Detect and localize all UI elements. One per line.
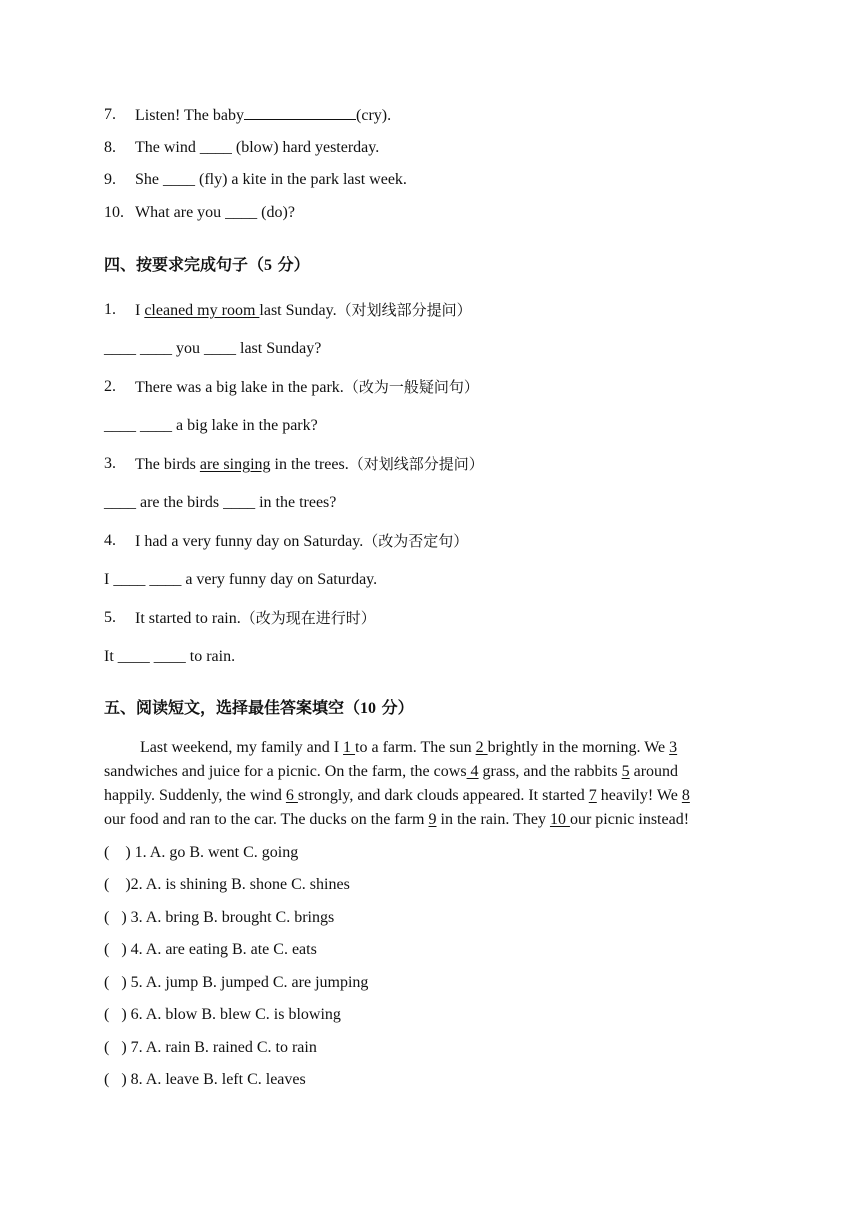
passage-line: Last weekend, my family and I 1 to a farm. The sun 2 brightly in the morning. We 3 [140,739,678,756]
choice-option-4[interactable]: ( ) 4. A. are eating B. ate C. eats [104,941,317,958]
item-number: 1. [104,301,116,318]
instruction: （改为现在进行时） [240,609,376,627]
item-text: (cry). [356,107,392,124]
item-number: 10. [104,204,124,221]
answer-line-1[interactable]: ____ ____ you ____ last Sunday? [104,340,322,357]
item-number: 2. [104,378,116,395]
choice-option-6[interactable]: ( ) 6. A. blow B. blew C. is blowing [104,1006,341,1023]
blank-marker: 10 [549,811,570,828]
item-text: The wind ____ (blow) hard yesterday. [135,139,380,156]
answer-line-5[interactable]: It ____ ____ to rain. [104,648,236,665]
choice-option-3[interactable]: ( ) 3. A. bring B. brought C. brings [104,909,335,926]
instruction: （改为否定句） [363,532,469,550]
answer-blank[interactable] [244,105,356,120]
item-text: She ____ (fly) a kite in the park last week. [135,171,407,188]
section-5-heading: 五、阅读短文，选择最佳答案填空（10 分） [104,698,414,717]
blank-marker: 3 [669,739,678,756]
blank-marker: 5 [621,763,630,780]
passage-line: our food and ran to the car. The ducks on the farm 9 in the rain. They 10 our picnic instead! [104,811,690,828]
item-number: 8. [104,139,116,156]
choice-option-8[interactable]: ( ) 8. A. leave B. left C. leaves [104,1071,306,1088]
instruction: （对划线部分提问） [348,455,484,473]
instruction: （改为一般疑问句） [343,378,479,396]
blank-marker: 8 [681,787,690,804]
item-number: 7. [104,106,116,123]
blank-marker: 2 [475,739,488,756]
item-number: 9. [104,171,116,188]
item-number: 3. [104,455,116,472]
answer-line-4[interactable]: I ____ ____ a very funny day on Saturday. [104,571,378,588]
item-number: 5. [104,609,116,626]
underlined-phrase: cleaned my room [144,302,260,319]
blank-marker: 1 [343,739,356,756]
section-4-heading: 四、按要求完成句子（5 分） [104,255,310,274]
item-text: What are you ____ (do)? [135,204,295,221]
passage-line: happily. Suddenly, the wind 6 strongly, and dark clouds appeared. It started 7 heavily! We 8 [104,787,690,804]
blank-marker: 4 [466,763,479,780]
choice-option-7[interactable]: ( ) 7. A. rain B. rained C. to rain [104,1039,317,1056]
blank-marker: 7 [588,787,597,804]
blank-marker: 6 [285,787,298,804]
choice-option-1[interactable]: ( ) 1. A. go B. went C. going [104,844,299,861]
item-number: 4. [104,532,116,549]
item-text: Listen! The baby [135,107,245,124]
answer-line-3[interactable]: ____ are the birds ____ in the trees? [104,494,337,511]
choice-option-5[interactable]: ( ) 5. A. jump B. jumped C. are jumping [104,974,369,991]
underlined-phrase: are singing [199,456,271,473]
blank-marker: 9 [428,811,437,828]
instruction: （对划线部分提问） [336,301,472,319]
answer-line-2[interactable]: ____ ____ a big lake in the park? [104,417,318,434]
passage-line: sandwiches and juice for a picnic. On the farm, the cows 4 grass, and the rabbits 5 around [104,763,679,780]
choice-option-2[interactable]: ( )2. A. is shining B. shone C. shines [104,876,350,893]
